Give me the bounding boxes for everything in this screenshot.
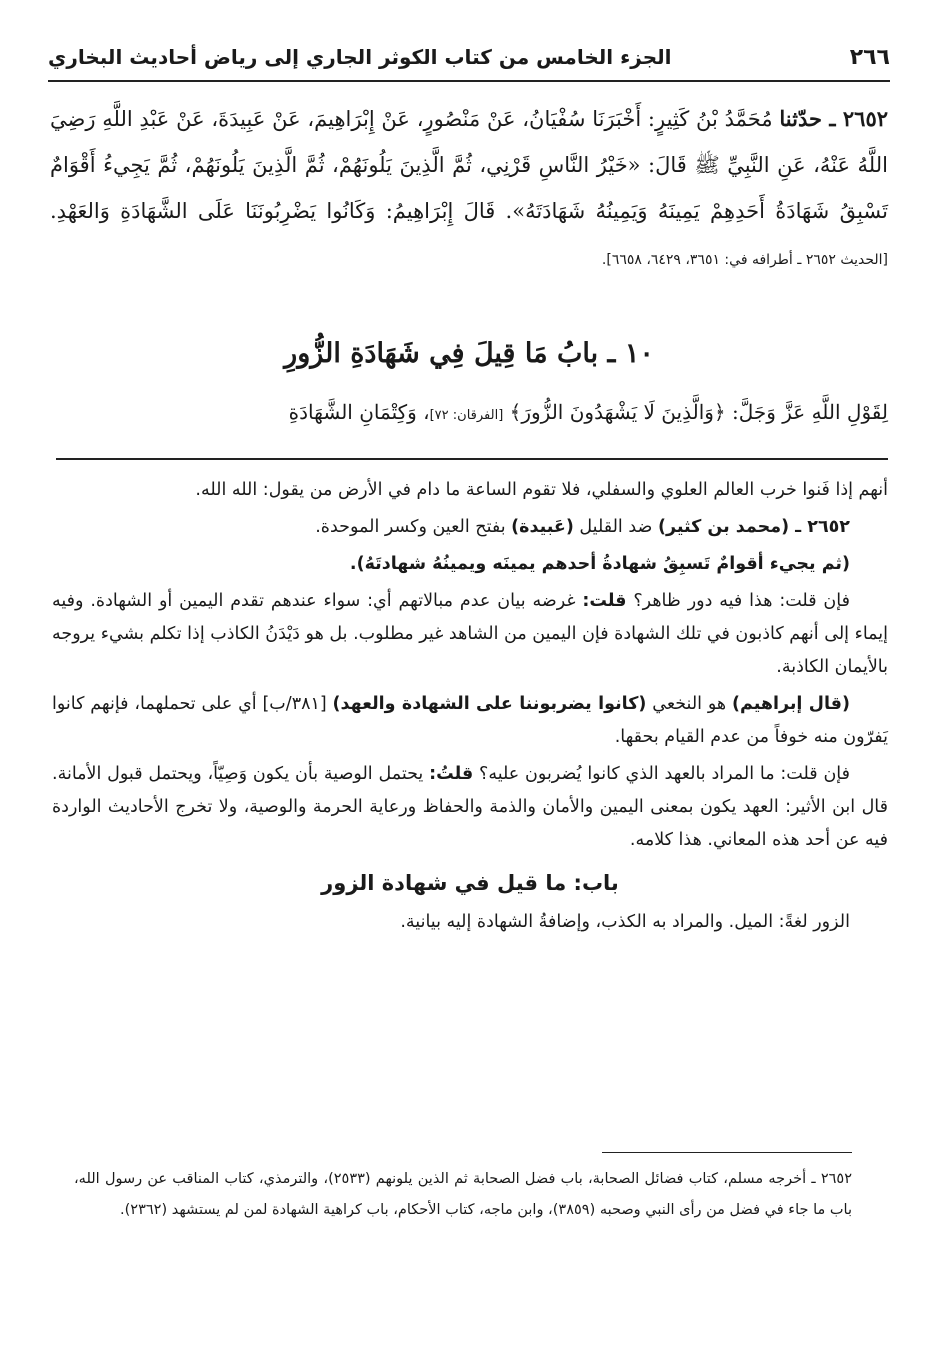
paragraph-text: هو النخعي xyxy=(646,694,732,714)
bold-term: (كانوا يضربوننا على الشهادة والعهد) xyxy=(332,694,647,714)
chapter-verse: لِقَوْلِ اللَّهِ عَزَّ وَجَلَّ: ﴿وَالَّذِينَ لَا يَشْهَدُونَ الزُّورَ﴾ xyxy=(509,400,888,424)
hadith-number: ٢٦٥٢ ـ حدّثنا xyxy=(779,106,889,131)
paragraph-text: غرضه بيان عدم مبالاتهم أي: سواء عندهم تقدم اليمين أو الشهادة. وفيه إيماء إلى أنهم كاذبون في تلك الشهادة فإن اليمين من الشاهد غير مطلوب. بل هو دَيْدَنُ الكاذب إذا تكلم بشيء يروجه بالأيمان الكاذبة. xyxy=(52,591,888,677)
page-number: ٢٦٦ xyxy=(849,44,890,70)
bold-term: ٢٦٥٢ ـ (محمد بن كثير) xyxy=(657,517,850,537)
commentary-paragraph xyxy=(52,688,888,754)
hadith-citation: [الحديث ٢٦٥٢ ـ أطرافه في: ٣٦٥١، ٦٤٢٩، ٦٦٥٨]. xyxy=(601,252,888,268)
footnote-rule xyxy=(602,1152,852,1153)
bold-term: قلت: xyxy=(582,591,627,611)
commentary-paragraph xyxy=(52,548,888,581)
chapter-subtitle xyxy=(50,392,888,436)
commentary-paragraph xyxy=(52,511,888,544)
hadith-body: مُحَمَّدُ بْنُ كَثِيرٍ: أَخْبَرَنَا سُفْيَانُ، عَنْ مَنْصُورٍ، عَنْ إِبْرَاهِيمَ، عَنْ عَبِيدَةَ، عَنْ عَبْدِ اللَّهِ رَضِيَ اللَّهُ عَنْهُ، عَنِ النَّبِيِّ ﷺ قَالَ: «خَيْرُ النَّاسِ قَرْنِي، ثُمَّ الَّذِينَ يَلُونَهُمْ، ثُمَّ الَّذِينَ يَلُونَهُمْ، ثُمَّ يَجِيءُ أَقْوَامٌ تَسْبِقُ شَهَادَةُ أَحَدِهِمْ يَمِينَهُ وَيَمِينُهُ شَهَادَتَهُ». قَالَ إِبْرَاهِيمُ: وَكَانُوا يَضْرِبُونَنَا عَلَى الشَّهَادَةِ وَالعَهْدِ. xyxy=(50,107,888,223)
commentary-paragraph: أنهم إذا فَنوا خرب العالم العلوي والسفلي، فلا تقوم الساعة ما دام في الأرض من يقول: الله الله. xyxy=(195,480,888,500)
commentary-paragraph xyxy=(52,585,888,684)
bold-quote: (ثم يجيء أقوامٌ تَسبِقُ شهادةُ أحدهم يمينَه ويمينُهُ شهادتَهُ). xyxy=(349,554,850,574)
footnote: ٢٦٥٢ ـ أخرجه مسلم، كتاب فضائل الصحابة، باب فضل الصحابة ثم الذين يلونهم (٢٥٣٣)، والترمذي، كتاب المناقب عن رسول الله، باب ما جاء في فضل من رأى النبي وصحبه (٣٨٥٩)، وابن ماجه، كتاب الأحكام، باب كراهية الشهادة لمن لم يستشهد (٢٣٦٢). xyxy=(74,1171,852,1218)
bold-term: (عَبيدة) xyxy=(511,517,574,537)
hadith-text xyxy=(50,96,888,283)
paragraph-text: ضد القليل xyxy=(573,517,658,537)
commentary-paragraph xyxy=(52,758,888,857)
divider-rule xyxy=(56,458,888,460)
chapter-title: ١٠ ـ بابُ مَا قِيلَ فِي شَهَادَةِ الزُّورِ xyxy=(284,338,654,369)
paragraph-text: فإن قلت: ما المراد بالعهد الذي كانوا يُضربون عليه؟ xyxy=(473,764,851,784)
running-title: الجزء الخامس من كتاب الكوثر الجاري إلى رياض أحاديث البخاري xyxy=(48,45,672,69)
commentary xyxy=(52,474,888,943)
paragraph-text: يحتمل الوصية بأن يكون وَصِيّاً، ويحتمل قبول الأمانة. قال ابن الأثير: العهد يكون بمعنى اليمين والأمان والذمة والحفاظ ورعاية الحرمة والوصية، ولا تخرج الأحاديث الواردة فيه عن أحد هذه المعاني. هذا كلامه. xyxy=(52,764,888,850)
sub-heading: باب: ما قيل في شهادة الزور xyxy=(321,871,619,895)
bold-term: قلتُ: xyxy=(429,764,474,784)
chapter-subtitle-end: ، وَكِتْمَانِ الشَّهَادَةِ xyxy=(288,400,430,424)
bold-term: (قال إبراهيم) xyxy=(731,694,850,714)
commentary-paragraph: الزور لغةً: الميل. والمراد به الكذب، وإضافةُ الشهادة إليه بيانية. xyxy=(400,912,850,932)
paragraph-text: فإن قلت: هذا فيه دور ظاهر؟ xyxy=(626,591,850,611)
paragraph-text: بفتح العين وكسر الموحدة. xyxy=(315,517,512,537)
running-header xyxy=(48,34,890,82)
paragraph-text: [٣٨١/ب] أي على تحملهما، فإنهم كانوا يَفرّون منه خوفاً من عدم القيام بحقها. xyxy=(52,694,888,747)
verse-citation: [الفرقان: ٧٢] xyxy=(429,408,504,423)
